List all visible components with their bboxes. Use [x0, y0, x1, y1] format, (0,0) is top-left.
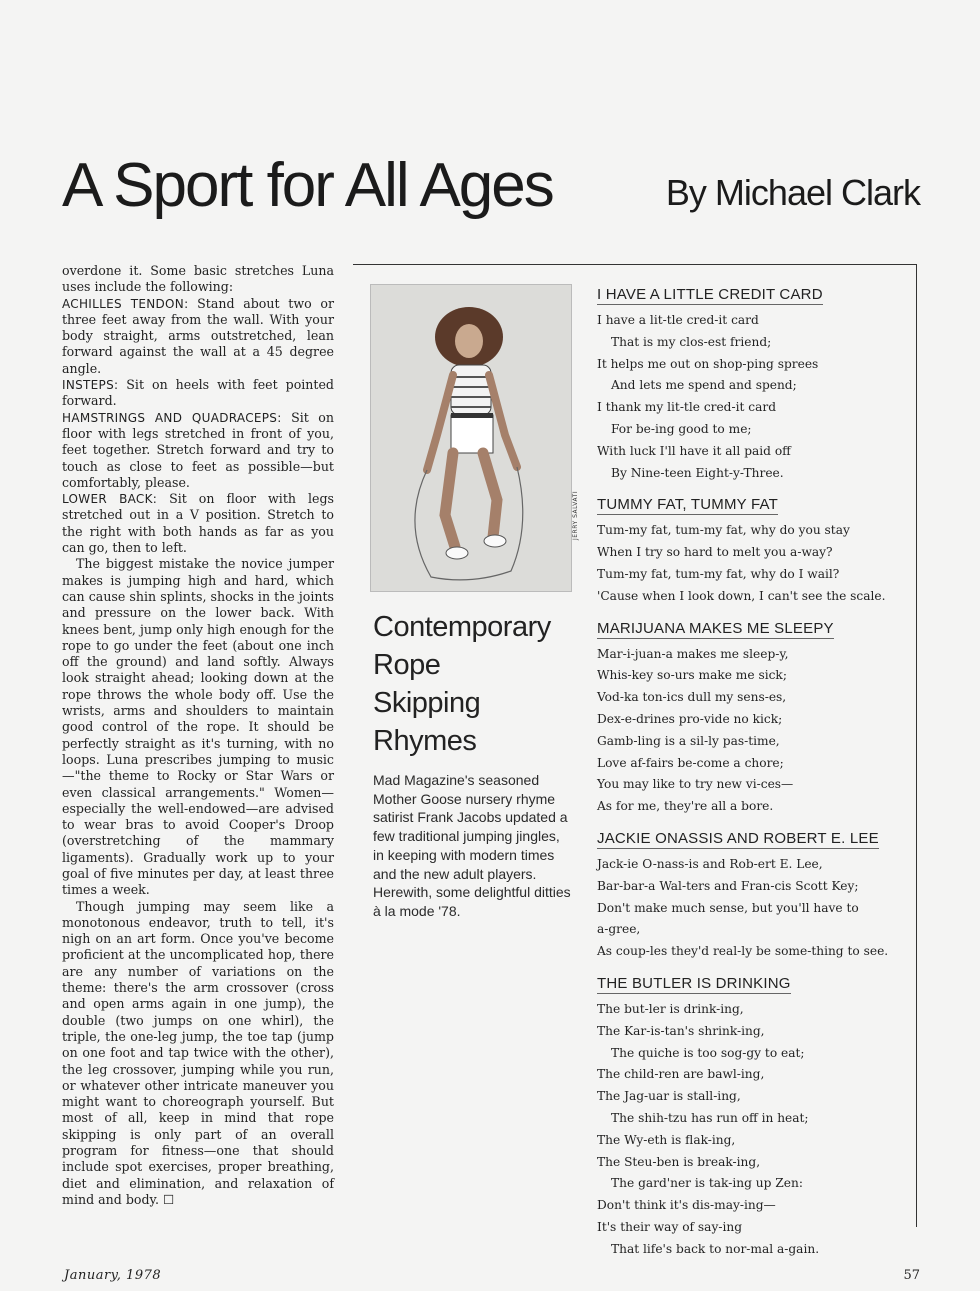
poem-line: The Jag-uar is stall-ing, — [597, 1089, 741, 1104]
poem-line: Dex-e-drines pro-vide no kick; — [597, 711, 783, 726]
paragraph-text: Sit on heels with feet pointed forward. — [62, 377, 334, 409]
photo-credit: JERRY SALVATI — [572, 490, 579, 540]
poem-line: Jack-ie O-nass-is and Rob-ert E. Lee, — [597, 856, 823, 871]
issue-date: January, 1978 — [64, 1268, 162, 1283]
poem-line: I thank my lit-tle cred-it card — [597, 400, 776, 415]
poem-title: TUMMY FAT, TUMMY FAT — [597, 496, 778, 514]
poem-line: It's their way of say-ing — [597, 1219, 743, 1234]
poem — [597, 828, 912, 963]
poem-line: 'Cause when I look down, I can't see the scale. — [597, 588, 886, 603]
poem-line: Don't make much sense, but you'll have to — [597, 900, 859, 915]
poem-line: Mar-i-juan-a makes me sleep-y, — [597, 646, 789, 661]
sidebar-intro: Mad Magazine's seasoned Mother Goose nursery rhyme satirist Frank Jacobs updated a few traditional jumping jingles, in keeping with modern times and the new adult players. Herewith, some delightful ditties à la mode '78. — [373, 772, 571, 919]
jumper-illustration — [371, 285, 571, 591]
poem-line: Gamb-ling is a sil-ly pas-time, — [597, 733, 780, 748]
paragraph: The biggest mistake the novice jumper makes is jumping high and hard, which can cause shin splints, shocks in the joints and pressure on the lower back. With knees bent, jump only high enough for the rope to go under the feet (about one inch off the ground) and land softly. Always look straight ahead; looking down at the rope throws the whole body off. Use the wrists, arms and shoulders to maintain good control of the rope. It should be perfectly straight as it's turning, with no loops. Luna prescribes jumping to music—"the theme to Rocky or Star Wars or even classical arrangements." Women—especially the well-endowed—are advised to wear bras to avoid Cooper's Droop (overstretching of the mammary ligaments). Gradually work up to your goal of five minutes per day, at least three times a week. — [62, 556, 334, 898]
poem-line: I have a lit-tle cred-it card — [597, 313, 759, 327]
section-label: HAMSTRINGS AND QUADRACEPS: — [62, 410, 282, 425]
poem-line: The shih-tzu has run off in heat; — [611, 1110, 809, 1125]
paragraph-text: Sit on floor with legs stretched out in a V position. Stretch to the right with both hands as far as you can go, then to left. — [62, 491, 334, 556]
poem-line: By Nine-teen Eight-y-Three. — [611, 465, 784, 480]
poem-line: And lets me spend and spend; — [611, 378, 797, 393]
poem — [597, 973, 912, 1261]
paragraph-text: Stand about two or three feet away from the wall. With your body straight, arms outstretched, lean forward against the wall at a 45 degree angle. — [62, 295, 335, 376]
sidebar-title-line: Skipping — [373, 687, 481, 719]
poem-line: The Kar-is-tan's shrink-ing, — [597, 1023, 765, 1038]
poem — [597, 618, 912, 818]
poem-line: You may like to try new vi-ces— — [597, 777, 794, 792]
paragraph — [62, 410, 334, 491]
paragraph — [62, 377, 334, 410]
poem — [597, 284, 912, 484]
poem-line: Bar-bar-a Wal-ters and Fran-cis Scott Key; — [597, 878, 859, 893]
poem-line: With luck I'll have it all paid off — [597, 443, 791, 458]
poem-line: When I try so hard to melt you a-way? — [597, 545, 833, 560]
byline: By Michael Clark — [665, 172, 920, 213]
poem-line: The Steu-ben is break-ing, — [597, 1154, 761, 1169]
poem-line: As for me, they're all a bore. — [597, 799, 774, 814]
headline — [62, 150, 942, 240]
poem-title: MARIJUANA MAKES ME SLEEPY — [597, 619, 834, 637]
paragraph — [62, 296, 334, 377]
poem-line: Don't think it's dis-may-ing— — [597, 1198, 776, 1213]
poem — [597, 494, 912, 607]
poem-title: JACKIE ONASSIS AND ROBERT E. LEE — [597, 829, 879, 847]
paragraph-text: Sit on floor with legs stretched in front of you, feet together. Stretch forward and try to touch as close to feet as possible—but comfortably, please. — [62, 409, 334, 490]
article-title: A Sport for All Ages — [62, 151, 553, 220]
sidebar-title-line: Contemporary — [373, 611, 551, 643]
sidebar-title — [373, 608, 588, 760]
poem-line: Love af-fairs be-come a chore; — [597, 755, 784, 770]
poem-line: For be-ing good to me; — [611, 421, 752, 436]
poem-line: That life's back to nor-mal a-gain. — [611, 1241, 820, 1256]
article-body — [62, 263, 334, 1208]
sidebar-title-line: Rope — [373, 649, 441, 681]
poem-line: Tum-my fat, tum-my fat, why do I wail? — [597, 566, 840, 581]
poem-title: I HAVE A LITTLE CREDIT CARD — [597, 286, 823, 303]
poem-line: The but-ler is drink-ing, — [597, 1001, 744, 1016]
poem-line: The Wy-eth is flak-ing, — [597, 1132, 736, 1147]
paragraph: Though jumping may seem like a monotonous endeavor, truth to tell, it's nigh on an art form. Once you've become proficient at the uncomplicated hop, there are any number of variations on the theme: there's the arm crossover (cross and open arms again in one jump), the double (two jumps on one whirl), the triple, the one-leg jump, the toe tap (jump on one foot and tap twice with the other), the leg crossover, jumping while you run, or whatever other intricate maneuver you might want to choreograph yourself. But most of all, keep in mind that rope skipping is only part of an overall program for fitness—one that should include spot exercises, proper breathing, diet and elimination, and relaxation of mind and body. ☐ — [62, 898, 334, 1207]
section-label: ACHILLES TENDON: — [62, 296, 189, 311]
poem-line: The gard'ner is tak-ing up Zen: — [611, 1176, 803, 1191]
poem-line: The quiche is too sog-gy to eat; — [611, 1045, 805, 1060]
poem-line: The child-ren are bawl-ing, — [597, 1067, 765, 1082]
rhymes-column — [597, 284, 912, 1270]
poem-title: THE BUTLER IS DRINKING — [597, 974, 791, 992]
poem-line: As coup-les they'd real-ly be some-thing to see. — [597, 944, 889, 959]
section-label: INSTEPS: — [62, 378, 119, 393]
poem-line: a-gree, — [597, 922, 641, 937]
poem-line: It helps me out on shop-ping sprees — [597, 356, 819, 371]
section-label: LOWER BACK: — [62, 492, 158, 507]
paragraph — [62, 491, 334, 556]
jump-rope-photo — [370, 284, 572, 592]
page-number: 57 — [903, 1268, 920, 1283]
poem-line: Whis-key so-urs make me sick; — [597, 668, 787, 683]
paragraph: overdone it. Some basic stretches Luna uses include the following: — [62, 263, 334, 295]
poem-line: Vod-ka ton-ics dull my sens-es, — [597, 690, 787, 705]
poem-line: That is my clos-est friend; — [611, 334, 772, 349]
poem-line: Tum-my fat, tum-my fat, why do you stay — [597, 523, 850, 538]
sidebar-title-line: Rhymes — [373, 725, 477, 757]
